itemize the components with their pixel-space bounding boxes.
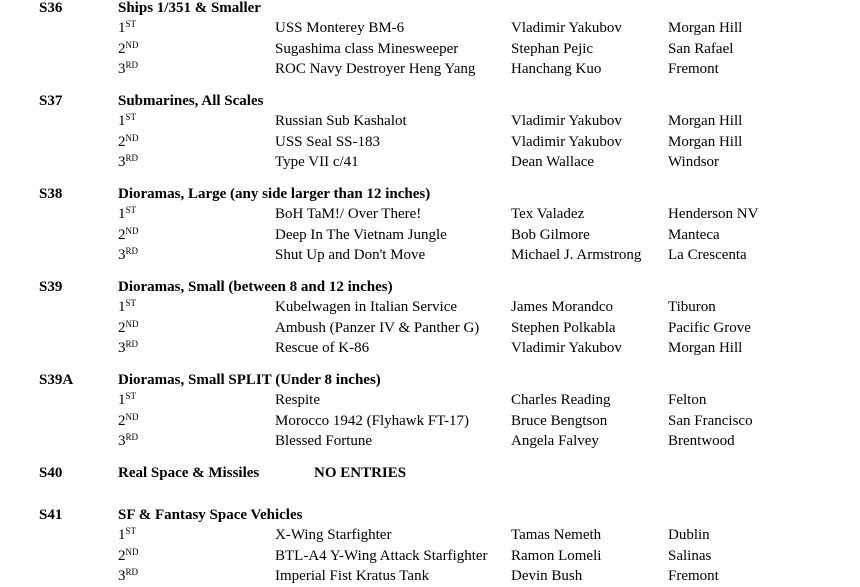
- entrant-name: Stephen Polkabla: [511, 319, 616, 336]
- category-section: [0, 505, 860, 587]
- placement: [118, 59, 138, 80]
- placement-number: 3: [118, 154, 126, 170]
- entry-title: Morocco 1942 (Flyhawk FT-17): [275, 412, 470, 429]
- category-code: S40: [39, 465, 63, 481]
- entry-title: Ambush (Panzer IV & Panther G): [275, 319, 480, 336]
- category-title: Ships 1/351 & Smaller: [118, 0, 261, 16]
- entrant-city: La Crescenta: [668, 247, 747, 263]
- entry-title: Deep In The Vietnam Jungle: [275, 226, 447, 243]
- placement-number: 3: [118, 433, 126, 449]
- result-row: [0, 431, 860, 452]
- placement: [118, 18, 136, 39]
- category-header: [0, 277, 860, 297]
- placement-suffix: RD: [125, 432, 139, 442]
- entrant-name: Hanchang Kuo: [511, 61, 602, 77]
- entrant-city: Tiburon: [668, 299, 716, 315]
- category-title: SF & Fantasy Space Vehicles: [118, 507, 303, 523]
- entrant-name: Vladimir Yakubov: [511, 20, 622, 36]
- entrant-city: Morgan Hill: [668, 20, 743, 36]
- category-title: Dioramas, Small SPLIT (Under 8 inches): [118, 372, 381, 388]
- category-header: [0, 505, 860, 525]
- category-section: [0, 277, 860, 359]
- entry-title: Respite: [275, 392, 320, 408]
- result-row: [0, 152, 860, 173]
- result-row: [0, 318, 860, 339]
- result-row: [0, 411, 860, 432]
- result-row: [0, 546, 860, 567]
- placement-number: 3: [118, 340, 126, 356]
- entrant-city: Dublin: [668, 527, 710, 543]
- entrant-name: Ramon Lomeli: [511, 547, 602, 564]
- entrant-name: Bruce Bengtson: [511, 412, 608, 429]
- category-section: [0, 184, 860, 266]
- category-code: S39: [39, 279, 63, 295]
- entrant-name: Angela Falvey: [511, 433, 599, 449]
- entrant-city: San Rafael: [668, 40, 734, 57]
- entrant-city: Windsor: [668, 154, 720, 170]
- placement-number: 1: [118, 299, 126, 315]
- entry-title: Sugashima class Minesweeper: [275, 40, 459, 57]
- entrant-city: Salinas: [668, 547, 712, 564]
- placement-number: 2: [118, 547, 126, 564]
- category-section: [0, 0, 860, 80]
- result-row: [0, 132, 860, 153]
- placement-suffix: ST: [125, 526, 137, 536]
- entry-title: BoH TaM!/ Over There!: [275, 206, 422, 222]
- placement-number: 1: [118, 392, 126, 408]
- placement: [118, 318, 139, 339]
- placement: [118, 338, 138, 359]
- entry-title: Rescue of K-86: [275, 340, 370, 356]
- entrant-city: Morgan Hill: [668, 113, 743, 129]
- entrant-city: Morgan Hill: [668, 133, 743, 150]
- entrant-name: Bob Gilmore: [511, 226, 590, 243]
- entrant-city: Henderson NV: [668, 206, 759, 222]
- entrant-name: Stephan Pejic: [511, 40, 594, 57]
- category-code: S36: [39, 0, 63, 16]
- entry-title: X-Wing Starfighter: [275, 527, 392, 543]
- placement-number: 2: [118, 133, 126, 150]
- result-row: [0, 525, 860, 546]
- placement: [118, 225, 139, 246]
- category-section: [0, 91, 860, 173]
- placement: [118, 525, 136, 546]
- category-header: [0, 463, 860, 483]
- placement-number: 2: [118, 226, 126, 243]
- entrant-name: James Morandco: [511, 299, 614, 315]
- category-title: Dioramas, Large (any side larger than 12 inches): [118, 186, 431, 202]
- placement-suffix: RD: [125, 60, 139, 70]
- result-row: [0, 338, 860, 359]
- placement: [118, 245, 138, 266]
- entrant-city: Fremont: [668, 61, 719, 77]
- placement-number: 3: [118, 61, 126, 77]
- category-header: [0, 91, 860, 111]
- result-row: [0, 245, 860, 266]
- placement-suffix: ST: [125, 298, 137, 308]
- entrant-name: Dean Wallace: [511, 154, 595, 170]
- entrant-name: Tamas Nemeth: [511, 527, 602, 543]
- entry-title: Blessed Fortune: [275, 433, 373, 449]
- entrant-city: Brentwood: [668, 433, 735, 449]
- placement-suffix: ND: [125, 318, 139, 329]
- placement-number: 3: [118, 568, 126, 584]
- placement-suffix: ND: [125, 546, 139, 557]
- result-row: [0, 225, 860, 246]
- entrant-city: San Francisco: [668, 412, 753, 429]
- placement: [118, 546, 139, 567]
- entrant-name: Tex Valadez: [511, 206, 585, 222]
- entrant-name: Vladimir Yakubov: [511, 113, 622, 129]
- placement-suffix: ND: [125, 132, 139, 143]
- entry-title: Kubelwagen in Italian Service: [275, 299, 458, 315]
- category-title: Submarines, All Scales: [118, 93, 264, 109]
- placement-suffix: RD: [125, 339, 139, 349]
- entrant-name: Vladimir Yakubov: [511, 133, 622, 150]
- entry-title: ROC Navy Destroyer Heng Yang: [275, 61, 476, 77]
- result-row: [0, 390, 860, 411]
- placement-number: 1: [118, 113, 126, 129]
- placement: [118, 390, 136, 411]
- entry-title: USS Monterey BM-6: [275, 20, 405, 36]
- entrant-city: Fremont: [668, 568, 719, 584]
- placement: [118, 297, 136, 318]
- category-title: Real Space & Missiles: [118, 465, 260, 481]
- entrant-name: Vladimir Yakubov: [511, 340, 622, 356]
- entrant-name: Devin Bush: [511, 568, 583, 584]
- category-note: NO ENTRIES: [314, 465, 407, 481]
- placement: [118, 411, 139, 432]
- placement-number: 1: [118, 527, 126, 543]
- placement: [118, 204, 136, 225]
- placement-suffix: ND: [125, 411, 139, 422]
- result-row: [0, 204, 860, 225]
- entry-title: BTL-A4 Y-Wing Attack Starfighter: [275, 547, 488, 564]
- placement-suffix: RD: [125, 153, 139, 163]
- placement-number: 3: [118, 247, 126, 263]
- entrant-name: Michael J. Armstrong: [511, 247, 642, 263]
- placement-suffix: RD: [125, 246, 139, 256]
- category-section: [0, 463, 860, 483]
- placement-number: 2: [118, 319, 126, 336]
- category-header: [0, 0, 860, 18]
- entrant-city: Felton: [668, 392, 707, 408]
- entry-title: Type VII c/41: [275, 154, 359, 170]
- category-code: S41: [39, 507, 63, 523]
- result-row: [0, 18, 860, 39]
- entrant-name: Charles Reading: [511, 392, 611, 408]
- placement-number: 2: [118, 40, 126, 57]
- entrant-city: Morgan Hill: [668, 340, 743, 356]
- placement: [118, 111, 136, 132]
- category-code: S37: [39, 93, 63, 109]
- placement-suffix: RD: [125, 567, 139, 577]
- result-row: [0, 111, 860, 132]
- category-header: [0, 184, 860, 204]
- placement: [118, 39, 139, 60]
- entrant-city: Pacific Grove: [668, 319, 751, 336]
- placement-number: 1: [118, 206, 126, 222]
- placement: [118, 152, 138, 173]
- result-row: [0, 59, 860, 80]
- placement-suffix: ND: [125, 39, 139, 50]
- category-title: Dioramas, Small (between 8 and 12 inches): [118, 279, 393, 295]
- placement: [118, 566, 138, 587]
- result-row: [0, 39, 860, 60]
- placement-suffix: ND: [125, 225, 139, 236]
- entry-title: Imperial Fist Kratus Tank: [275, 568, 430, 584]
- category-code: S38: [39, 186, 63, 202]
- result-row: [0, 297, 860, 318]
- placement-suffix: ST: [125, 205, 137, 215]
- placement: [118, 431, 138, 452]
- placement-suffix: ST: [125, 391, 137, 401]
- placement-suffix: ST: [125, 19, 137, 29]
- placement-suffix: ST: [125, 112, 137, 122]
- placement: [118, 132, 139, 153]
- entrant-city: Manteca: [668, 226, 720, 243]
- placement-number: 1: [118, 20, 126, 36]
- entry-title: Russian Sub Kashalot: [275, 113, 407, 129]
- entry-title: Shut Up and Don't Move: [275, 247, 426, 263]
- result-row: [0, 566, 860, 587]
- category-header: [0, 370, 860, 390]
- category-section: [0, 370, 860, 452]
- placement-number: 2: [118, 412, 126, 429]
- category-code: S39A: [39, 372, 74, 388]
- entry-title: USS Seal SS-183: [275, 133, 381, 150]
